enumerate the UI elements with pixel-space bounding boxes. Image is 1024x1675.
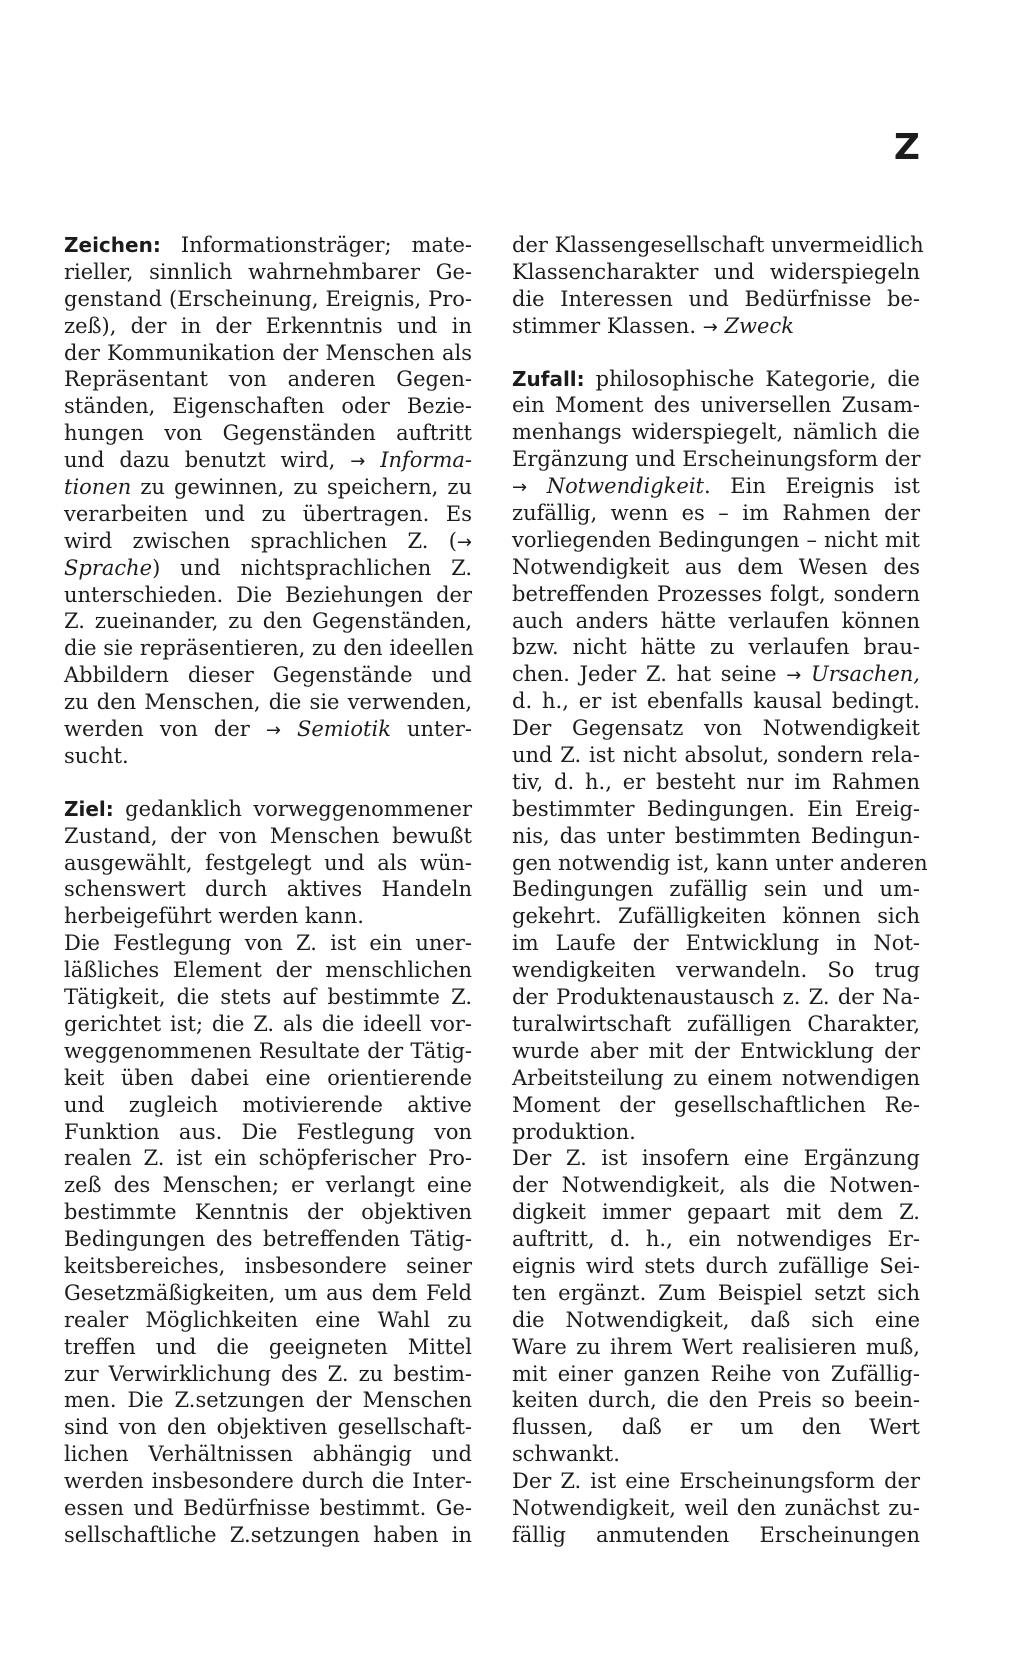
text-line: stimmer Klassen. → Zweck: [512, 313, 794, 338]
text-line: Gesetzmäßigkeiten, um aus dem Feld: [64, 1280, 472, 1305]
text-line: treffen und die geeigneten Mittel: [64, 1334, 472, 1359]
text-line: Tätigkeit, die stets auf bestimmte Z.: [64, 985, 472, 1010]
right-column: [512, 232, 928, 1549]
cross-reference-arrow-icon: →: [512, 477, 528, 499]
left-column: [64, 232, 472, 1549]
text-line: Arbeitsteilung zu einem notwendigen: [512, 1065, 920, 1090]
text-line: der Kommunikation der Menschen als: [64, 340, 472, 365]
text-line: men. Die Z.setzungen der Menschen: [64, 1388, 472, 1413]
text-line: tiv, d. h., er besteht nur im Rahmen: [512, 769, 920, 794]
entry-zeichen: [64, 232, 472, 770]
text-line: d. h., er ist ebenfalls kausal bedingt.: [512, 689, 920, 714]
text-line: keitsbereiches, insbesondere seiner: [64, 1253, 472, 1278]
text-line: wendigkeiten verwandeln. So trug: [512, 958, 920, 983]
text-line: Ware zu ihrem Wert realisieren muß,: [512, 1334, 920, 1359]
text-line: digkeit immer gepaart mit dem Z.: [512, 1200, 920, 1225]
text-line: hungen von Gegenständen auftritt: [64, 421, 472, 446]
text-line: Notwendigkeit aus dem Wesen des: [512, 554, 920, 579]
text-line: flussen, daß er um den Wert: [512, 1415, 920, 1440]
text-line: Der Z. ist eine Erscheinungsform der: [512, 1469, 920, 1494]
cross-reference-arrow-icon: →: [456, 531, 472, 553]
text-line: zur Verwirklichung des Z. zu bestim-: [64, 1361, 472, 1386]
text-line: sind von den objektiven gesellschaft-: [64, 1415, 472, 1440]
text-line: genstand (Erscheinung, Ereignis, Pro-: [64, 286, 472, 311]
text-line: → Notwendigkeit. Ein Ereignis ist: [512, 474, 920, 499]
text-line: sucht.: [64, 743, 129, 768]
text-line: schwankt.: [512, 1442, 620, 1467]
text-line: betreffenden Prozesses folgt, sondern: [512, 581, 920, 606]
text-line: rieller, sinnlich wahrnehmbarer Ge-: [64, 259, 472, 284]
cross-reference-informationen-cont[interactable]: tionen: [64, 475, 132, 500]
text-line: fällig anmutenden Erscheinungen: [512, 1522, 920, 1547]
text-line: ständen, Eigenschaften oder Bezie-: [64, 394, 472, 419]
cross-reference-zweck[interactable]: Zweck: [724, 313, 794, 338]
text-line: vorliegenden Bedingungen – nicht mit: [512, 527, 920, 552]
text-line: herbeigeführt werden kann.: [64, 904, 364, 929]
text-line: bestimmter Bedingungen. Ein Ereig-: [512, 796, 920, 821]
text-line: mit einer ganzen Reihe von Zufällig-: [512, 1361, 920, 1386]
text-line: bestimmte Kenntnis der objektiven: [64, 1200, 472, 1225]
text-line: Repräsentant von anderen Gegen-: [64, 367, 472, 392]
text-line: realen Z. ist ein schöpferischer Pro-: [64, 1146, 472, 1171]
text-line: auch anders hätte verlaufen können: [512, 608, 920, 633]
text-line: unterschieden. Die Beziehungen der: [64, 582, 472, 607]
text-line: wird zwischen sprachlichen Z. (→: [64, 528, 472, 553]
text-line: werden von der → Semiotik unter-: [64, 717, 472, 742]
cross-reference-arrow-icon: →: [786, 665, 802, 687]
text-line: ein Moment des universellen Zusam-: [512, 393, 920, 418]
text-line: lichen Verhältnissen abhängig und: [64, 1442, 472, 1467]
text-line: Moment der gesellschaftlichen Re-: [512, 1092, 920, 1117]
text-line: gerichtet ist; die Z. als die ideell vor-: [64, 1011, 472, 1036]
text-line: Die Festlegung von Z. ist ein uner-: [64, 931, 472, 956]
text-line: Der Gegensatz von Notwendigkeit: [512, 716, 920, 741]
text-line: schenswert durch aktives Handeln: [64, 877, 472, 902]
text-line: der Notwendigkeit, als die Notwen-: [512, 1173, 920, 1198]
text-line: Zustand, der von Menschen bewußt: [64, 823, 472, 848]
entry-ziel-continued: [512, 232, 924, 340]
text-line: keit üben dabei eine orientierende: [64, 1065, 472, 1090]
cross-reference-arrow-icon: →: [702, 316, 718, 338]
headword-ziel: Ziel:: [64, 796, 114, 821]
text-line: zu den Menschen, die sie verwenden,: [64, 690, 472, 715]
headword-zufall: Zufall:: [512, 366, 585, 391]
text-line: Bedingungen des betreffenden Tätig-: [64, 1227, 472, 1252]
text-line: Funktion aus. Die Festlegung von: [64, 1119, 472, 1144]
text-line: der Klassengesellschaft unvermeidlich: [512, 233, 924, 257]
cross-reference-notwendigkeit[interactable]: Notwendigkeit: [546, 474, 704, 499]
text-line: läßliches Element der menschlichen: [64, 958, 472, 983]
text-line: Klassencharakter und widerspiegeln: [512, 259, 920, 284]
cross-reference-arrow-icon: →: [265, 720, 281, 742]
text-line: keiten durch, die den Preis so beein-: [512, 1388, 920, 1413]
text-line: produktion.: [512, 1119, 636, 1144]
text-line: turalwirtschaft zufälligen Charakter,: [512, 1011, 920, 1036]
text-line: die sie repräsentieren, zu den ideellen: [64, 636, 474, 661]
cross-reference-sprache[interactable]: Sprache: [64, 555, 153, 580]
text-line: Sprache) und nichtsprachlichen Z.: [64, 555, 472, 580]
cross-reference-informationen[interactable]: Informa-: [380, 448, 472, 473]
text-line: und Z. ist nicht absolut, sondern rela-: [512, 743, 920, 768]
cross-reference-arrow-icon: →: [350, 451, 366, 473]
text-line: gekehrt. Zufälligkeiten können sich: [512, 904, 920, 929]
text-line: essen und Bedürfnisse bestimmt. Ge-: [64, 1495, 472, 1520]
text-line: gen notwendig ist, kann unter anderen: [512, 850, 928, 875]
text-line: Zeichen: Informationsträger; mate-: [64, 233, 472, 257]
text-line: Ergänzung und Erscheinungsform der: [512, 447, 921, 472]
entry-ziel: [64, 796, 472, 1549]
cross-reference-ursachen[interactable]: Ursachen,: [811, 662, 920, 687]
text-line: wurde aber mit der Entwicklung der: [512, 1038, 920, 1063]
text-line: Der Z. ist insofern eine Ergänzung: [512, 1146, 920, 1171]
text-line: nis, das unter bestimmten Bedingun-: [512, 823, 920, 848]
text-line: zeß), der in der Erkenntnis und in: [64, 313, 472, 338]
text-line: die Interessen und Bedürfnisse be-: [512, 286, 920, 311]
text-line: ten ergänzt. Zum Beispiel setzt sich: [512, 1280, 920, 1305]
text-line: im Laufe der Entwicklung in Not-: [512, 931, 920, 956]
text-line: zeß des Menschen; er verlangt eine: [64, 1173, 472, 1198]
text-line: Ziel: gedanklich vorweggenommener: [64, 796, 472, 821]
text-line: Z. zueinander, zu den Gegenständen,: [64, 609, 472, 634]
text-line: Abbildern dieser Gegenstände und: [64, 663, 472, 688]
text-line: sellschaftliche Z.setzungen haben in: [64, 1522, 472, 1547]
text-line: verarbeiten und zu übertragen. Es: [64, 501, 472, 526]
text-line: und dazu benutzt wird, → Informa-: [64, 448, 472, 473]
text-line: auftritt, d. h., ein notwendiges Er-: [512, 1227, 920, 1252]
text-line: Zufall: philosophische Kategorie, die: [512, 366, 920, 391]
text-line: der Produktenaustausch z. Z. der Na-: [512, 985, 920, 1010]
text-line: Bedingungen zufällig sein und um-: [512, 877, 920, 902]
entry-zufall: [512, 366, 928, 1549]
text-line: realer Möglichkeiten eine Wahl zu: [64, 1307, 472, 1332]
text-line: chen. Jeder Z. hat seine → Ursachen,: [512, 662, 920, 687]
section-letter: Z: [893, 127, 920, 168]
text-line: und zugleich motivierende aktive: [64, 1092, 472, 1117]
text-line: zufällig, wenn es – im Rahmen der: [512, 501, 920, 526]
text-line: ausgewählt, festgelegt und als wün-: [64, 850, 472, 875]
text-line: menhangs widerspiegelt, nämlich die: [512, 420, 920, 445]
headword-zeichen: Zeichen:: [64, 233, 161, 257]
text-line: werden insbesondere durch die Inter-: [64, 1469, 472, 1494]
text-line: tionen zu gewinnen, zu speichern, zu: [64, 475, 472, 500]
cross-reference-semiotik[interactable]: Semiotik: [296, 717, 391, 742]
text-line: weggenommenen Resultate der Tätig-: [64, 1038, 472, 1063]
text-line: die Notwendigkeit, daß sich eine: [512, 1307, 920, 1332]
text-line: eignis wird stets durch zufällige Sei-: [512, 1253, 920, 1278]
text-line: Notwendigkeit, weil den zunächst zu-: [512, 1495, 920, 1520]
text-line: bzw. nicht hätte zu verlaufen brau-: [512, 635, 920, 660]
